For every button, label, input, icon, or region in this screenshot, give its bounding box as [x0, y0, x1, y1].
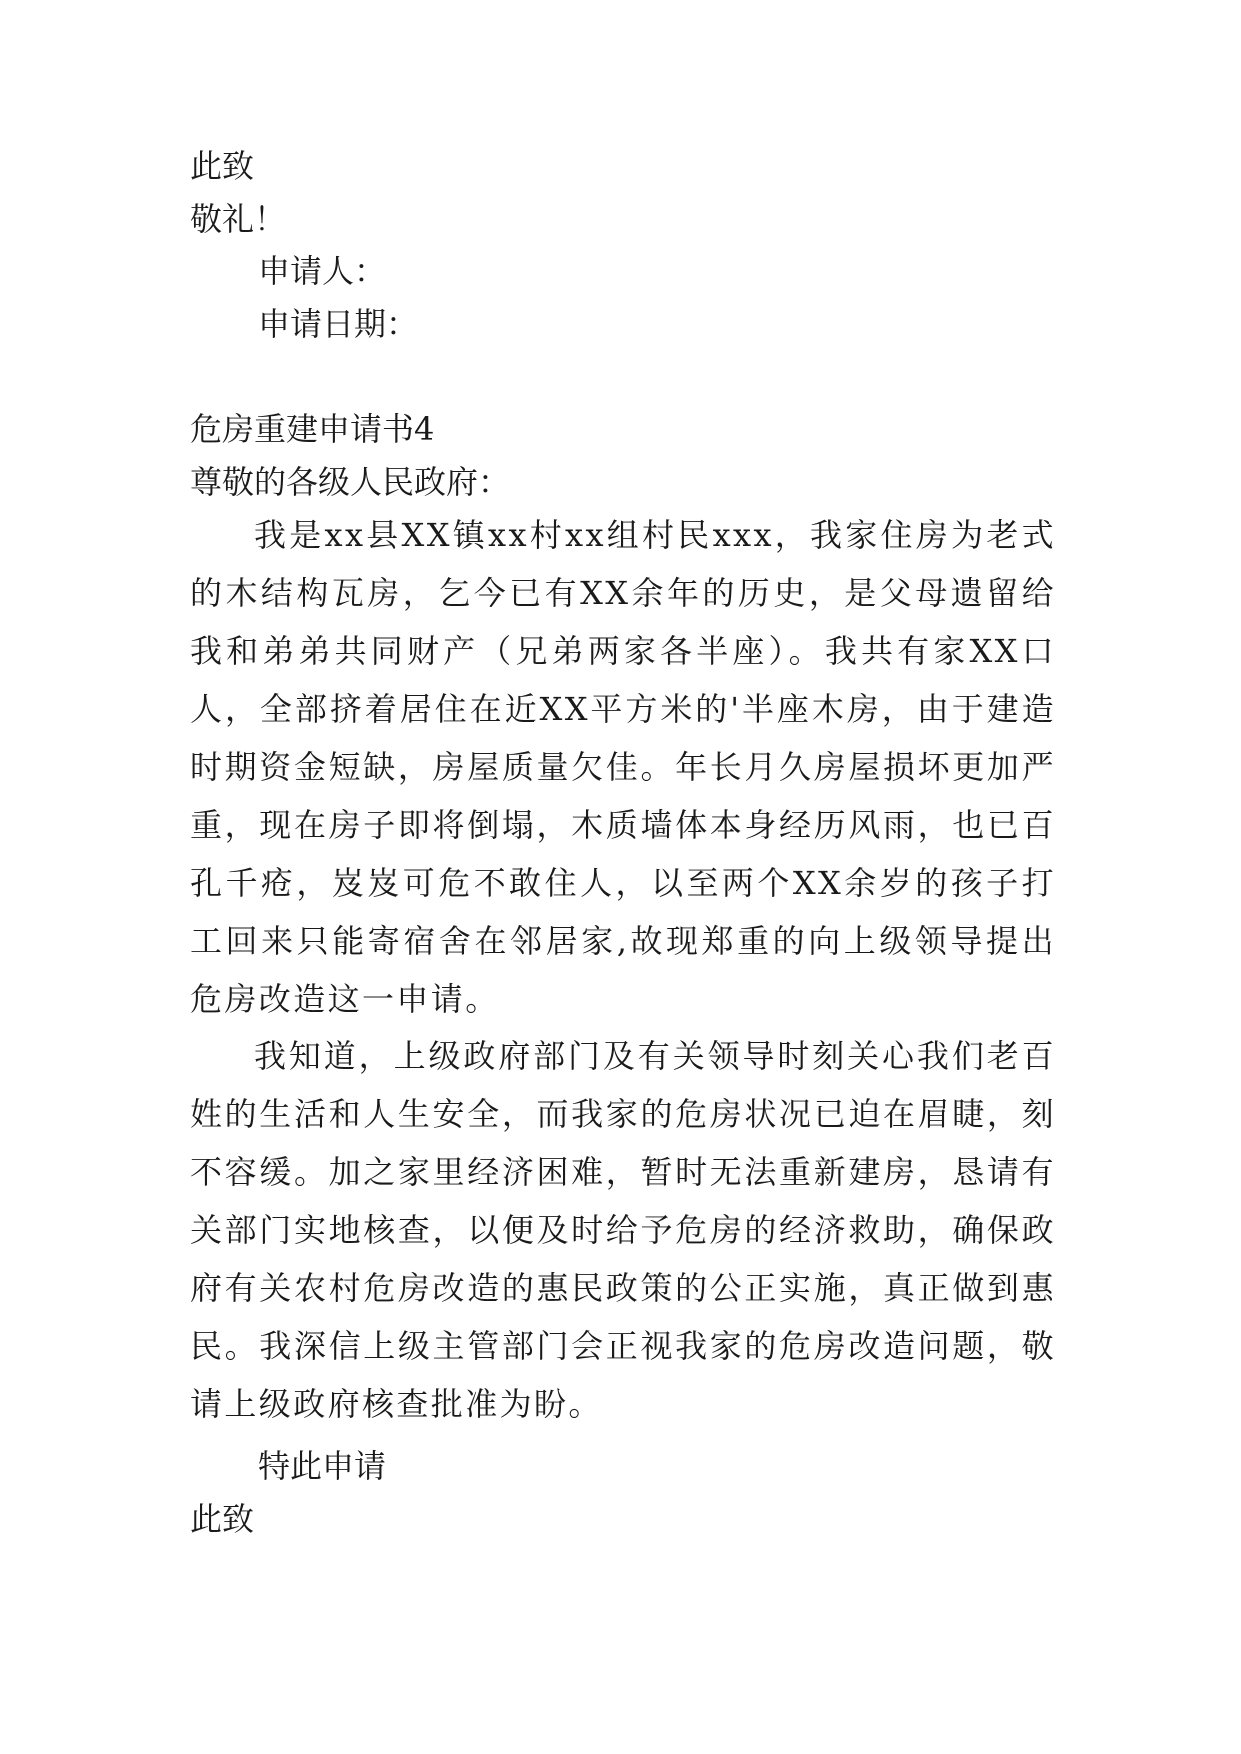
closing-to-top: 此致: [190, 147, 255, 185]
closing-to-bottom: 此致: [190, 1500, 255, 1538]
date-label: 申请日期：: [258, 305, 419, 343]
body-paragraph-1: 我是xx县XX镇xx村xx组村民xxx，我家住房为老式的木结构瓦房，乞今已有XX余年的历史，是父母遗留给我和弟弟共同财产（兄弟两家各半座）。我共有家XX口人，全部挤着居住在近XX平方米的'半座木房，由于建造时期资金短缺，房屋质量欠佳。年长月久房屋损坏更加严重，现在房子即将倒塌，木质墙体本身经历风雨，也已百孔千疮，岌岌可危不敢住人，以至两个XX余岁的孩子打工回来只能寄宿舍在邻居家,故现郑重的向上级领导提出危房改造这一申请。: [190, 516, 1056, 1018]
special-request: 特此申请: [258, 1447, 387, 1485]
document-title: 危房重建申请书4: [190, 410, 435, 448]
applicant-label: 申请人：: [258, 252, 387, 290]
body-paragraph-2: 我知道，上级政府部门及有关领导时刻关心我们老百姓的生活和人生安全，而我家的危房状况已迫在眉睫，刻不容缓。加之家里经济困难，暂时无法重新建房，恳请有关部门实地核查，以便及时给予危房的经济救助，确保政府有关农村危房改造的惠民政策的公正实施，真正做到惠民。我深信上级主管部门会正视我家的危房改造问题，敬请上级政府核查批准为盼。: [190, 1037, 1056, 1423]
closing-regards: 敬礼！: [190, 200, 287, 238]
salutation: 尊敬的各级人民政府：: [190, 463, 511, 501]
